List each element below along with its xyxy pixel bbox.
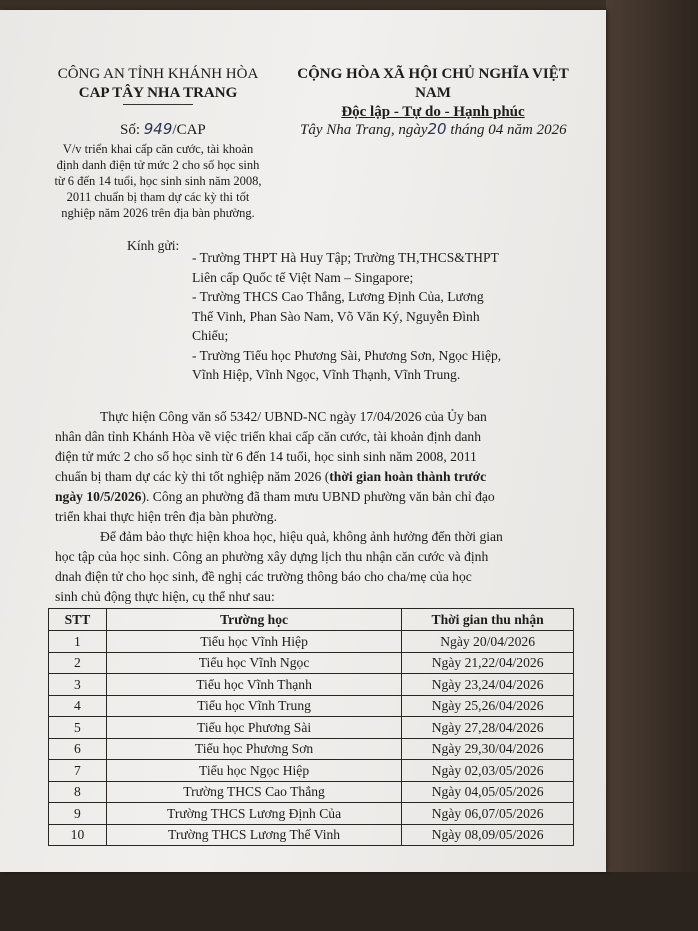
schedule-table (48, 608, 574, 846)
date-line: Tây Nha Trang, ngày20 tháng 04 năm 2026 (300, 120, 567, 138)
table-header-row (49, 609, 574, 631)
table-row: 1 Tiểu học Vĩnh Hiệp Ngày 20/04/2026 (49, 631, 574, 653)
agency-unit: CAP TÂY NHA TRANG (78, 85, 238, 101)
paragraph-2: Để đảm bảo thực hiện khoa học, hiệu quả, không ảnh hưởng đến thời gian học tập của học sinh. Công an phường xây dựng lịch thu nhận căn cước và định dnah điện tử cho học sinh, đề nghị các trường thông báo cho cha/mẹ của học sinh chủ động thực hiện, cụ thể như sau: (55, 529, 503, 604)
handwritten-number: 949 (143, 120, 173, 138)
table-row: 9 Trường THCS Lương Định Của Ngày 06,07/05/2026 (49, 803, 574, 825)
recipients-label: Kính gửi: (127, 238, 180, 253)
recipients-list: - Trường THPT Hà Huy Tập; Trường TH,THCS&THPT Liên cấp Quốc tế Việt Nam – Singapore; - Trường THCS Cao Thắng, Lương Định Của, Lương Thế Vinh, Phan Sào Nam, Võ Văn Ký, Nguyễn Đình Chiểu; - Trường Tiểu học Phương Sài, Phương Sơn, Ngọc Hiệp, Vĩnh Hiệp, Vĩnh Ngọc, Vĩnh Thạnh, Vĩnh Trung. (192, 250, 502, 382)
table-row: 2 Tiểu học Vĩnh Ngọc Ngày 21,22/04/2026 (49, 652, 574, 674)
background-right (606, 0, 698, 931)
header-time: Thời gian thu nhận (402, 609, 574, 631)
table-row: 5 Tiểu học Phương Sài Ngày 27,28/04/2026 (49, 717, 574, 739)
header-stt: STT (49, 609, 107, 631)
agency-block (38, 65, 278, 105)
background-bottom (0, 872, 698, 931)
table-row: 10 Trường THCS Lương Thế Vinh Ngày 08,09/05/2026 (49, 824, 574, 846)
paragraph-1: Thực hiện Công văn số 5342/ UBND-NC ngày 17/04/2026 của Ủy ban nhân dân tỉnh Khánh Hòa về việc triển khai cấp căn cước, tài khoản định danh điện tử mức 2 cho số học sinh từ 6 đến 14 tuổi, học sinh sinh năm 2008, 2011 chuẩn bị tham dự các kỳ thi tốt nghiệp năm 2026 (thời gian hoàn thành trước ngày 10/5/2026). Công an phường đã tham mưu UBND phường văn bản chỉ đạo triển khai thực hiện trên địa bàn phường. (55, 409, 495, 524)
motto: Độc lập - Tự do - Hạnh phúc (341, 104, 525, 120)
national-motto-block (278, 65, 588, 122)
table-row: 6 Tiểu học Phương Sơn Ngày 29,30/04/2026 (49, 738, 574, 760)
table-row: 7 Tiểu học Ngọc Hiệp Ngày 02,03/05/2026 (49, 760, 574, 782)
table-row: 4 Tiểu học Vĩnh Trung Ngày 25,26/04/2026 (49, 695, 574, 717)
table-row: 8 Trường THCS Cao Thắng Ngày 04,05/05/2026 (49, 781, 574, 803)
agency-name: CÔNG AN TỈNH KHÁNH HÒA (57, 66, 259, 82)
country-name: CỘNG HÒA XÃ HỘI CHỦ NGHĨA VIỆT NAM (297, 66, 569, 101)
table-row: 3 Tiểu học Vĩnh Thạnh Ngày 23,24/04/2026 (49, 674, 574, 696)
agency-underline (123, 104, 193, 105)
subject-block: V/v triển khai cấp căn cước, tài khoản định danh điện tử mức 2 cho số học sinh từ 6 đến 14 tuổi, học sinh sinh năm 2008, 2011 chuẩn bị tham dự các kỳ thi tốt nghiệp năm 2026 trên địa bàn phường. (54, 142, 262, 220)
header-school: Trường học (106, 609, 401, 631)
document-number: Số: 949/CAP (120, 120, 206, 138)
handwritten-day: 20 (427, 120, 447, 138)
